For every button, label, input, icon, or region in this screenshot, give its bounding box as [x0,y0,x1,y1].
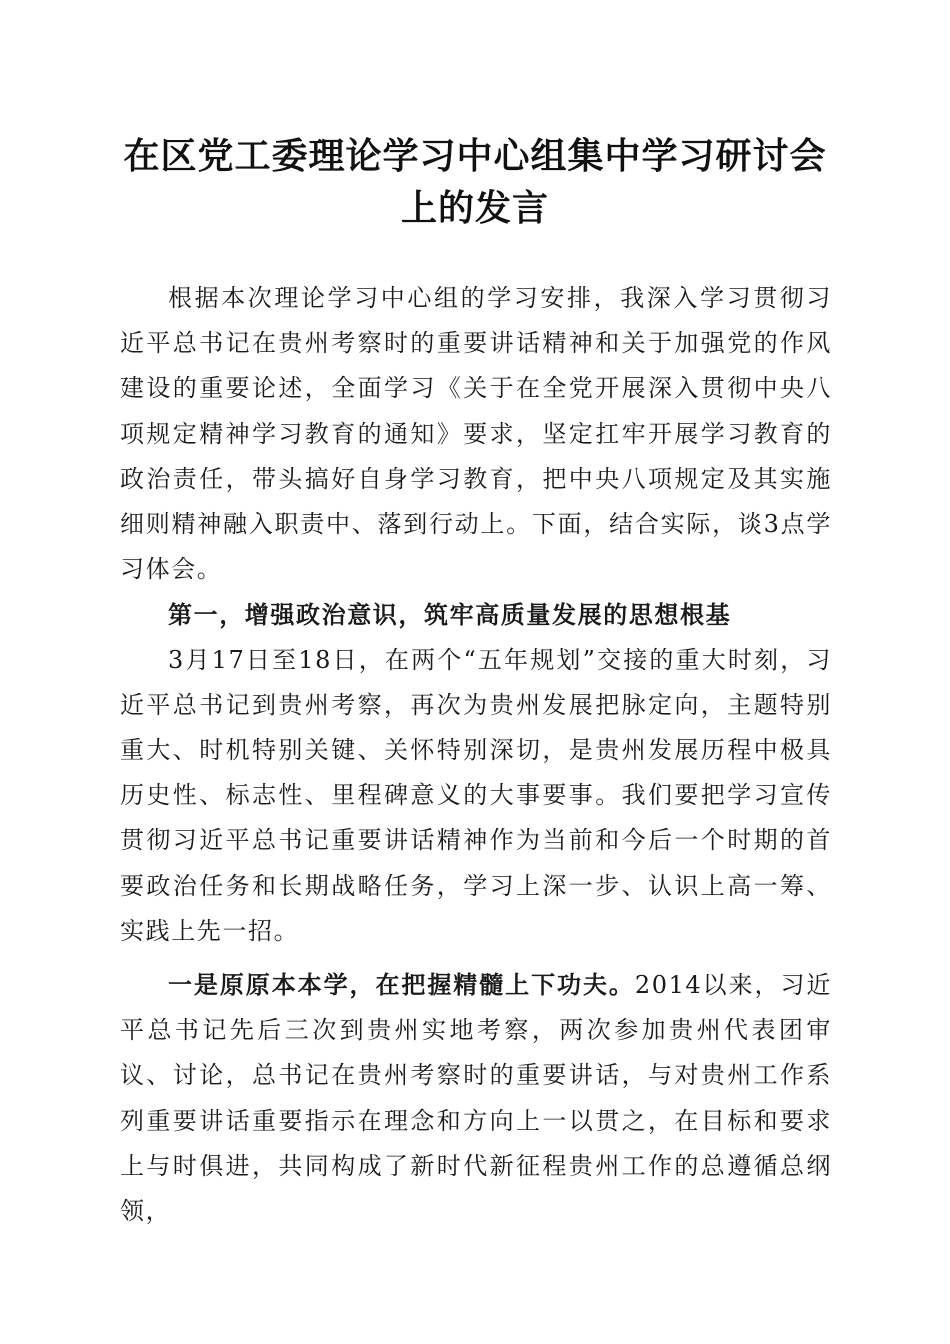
section-1-paragraph: 3月17日至18日，在两个“五年规划”交接的重大时刻，习近平总书记到贵州考察，再次为贵州发展把脉定向，主题特别重大、时机特别关键、关怀特别深切，是贵州发展历程中极具历史性、标志性、里程碑意义的大事要事。我们要把学习宣传贯彻习近平总书记重要讲话精神作为当前和今后一个时期的首要政治任务和长期战略任务，学习上深一步、认识上高一筹、实践上先一招。 [120,645,832,945]
document-title: 在区党工委理论学习中心组集中学习研讨会上的发言 [123,135,827,229]
document-body [120,276,832,1234]
subsection-body: 2014以来，习近平总书记先后三次到贵州实地考察，两次参加贵州代表团审议、讨论，总书记在贵州考察时的重要讲话，与对贵州工作系列重要讲话重要指示在理念和方向上一以贯之，在目标和要求上与时俱进，共同构成了新时代新征程贵州工作的总遵循总纲领， [120,971,832,1226]
intro-paragraph: 根据本次理论学习中心组的学习安排，我深入学习贯彻习近平总书记在贵州考察时的重要讲话精神和关于加强党的作风建设的重要论述，全面学习《关于在全党开展深入贯彻中央八项规定精神学习教育的通知》要求，坚定扛牢开展学习教育的政治责任，带头搞好自身学习教育，把中央八项规定及其实施细则精神融入职责中、落到行动上。下面，结合实际，谈3点学习体会。 [120,284,832,584]
subsection-paragraph [120,962,832,1234]
subsection-lead: 一是原原本本学，在把握精髓上下功夫。 [168,970,635,1000]
section-heading-1: 第一，增强政治意识，筑牢高质量发展的思想根基 [168,600,732,630]
